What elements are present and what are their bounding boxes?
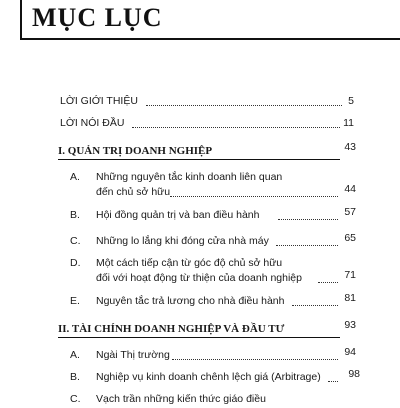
dot-leader (146, 104, 342, 106)
toc-entry-preface[interactable] (0, 116, 400, 132)
toc-entry-1d[interactable] (0, 256, 400, 288)
toc-entry-page: 57 (344, 206, 356, 218)
section-underline (58, 337, 340, 338)
toc-entry-page: 5 (348, 95, 354, 107)
toc-entry-label-cont: đến chủ sở hữu (96, 186, 171, 198)
toc-entry-page: 94 (344, 346, 356, 358)
item-letter: B. (70, 209, 80, 221)
toc-entry-page: 44 (344, 183, 356, 195)
section-underline (58, 159, 340, 160)
page-title: MỤC LỤC (32, 3, 163, 32)
toc-entry-2a[interactable] (0, 348, 400, 364)
toc-entry-1b[interactable] (0, 208, 400, 224)
dot-leader (292, 304, 338, 306)
toc-entry-1c[interactable] (0, 234, 400, 250)
item-letter: B. (70, 371, 80, 383)
toc-section-2[interactable] (0, 319, 400, 338)
toc-entry-label: Những nguyên tắc kinh doanh liên quan (96, 171, 283, 183)
item-letter: C. (70, 235, 81, 247)
item-letter: E. (70, 295, 80, 307)
item-letter: A. (70, 349, 80, 361)
dot-leader (132, 126, 340, 128)
toc-entry-2c[interactable] (0, 392, 400, 408)
toc-entry-page: 65 (344, 232, 356, 244)
toc-entry-1a[interactable] (0, 170, 400, 202)
dot-leader (172, 358, 338, 360)
toc-entry-page: 93 (344, 319, 356, 331)
dot-leader (276, 244, 338, 246)
toc-entry-label: LỜI NÓI ĐẦU (60, 117, 125, 129)
dot-leader (170, 195, 338, 197)
section-heading: I. QUẢN TRỊ DOANH NGHIỆP (58, 145, 213, 157)
item-letter: D. (70, 257, 81, 269)
toc-entry-label: Vạch trần những kiến thức giáo điều (96, 393, 266, 405)
toc-entry-2b[interactable] (0, 370, 400, 386)
toc-entry-label: Một cách tiếp cận từ góc độ chủ sở hữu (96, 257, 283, 269)
toc-entry-label: Những lo lắng khi đóng cửa nhà máy (96, 235, 269, 247)
item-letter: A. (70, 171, 80, 183)
toc-entry-page: 43 (344, 141, 356, 153)
toc-entry-introduction[interactable] (0, 94, 400, 110)
section-heading: II. TÀI CHÍNH DOANH NGHIỆP VÀ ĐẦU TƯ (58, 323, 285, 335)
toc-entry-label: Hội đồng quản trị và ban điều hành (96, 209, 260, 221)
toc-entry-page: 81 (344, 292, 356, 304)
toc-entry-label: Ngài Thị trường (96, 349, 170, 361)
toc-section-1[interactable] (0, 141, 400, 160)
dot-leader (278, 218, 338, 220)
toc-entry-1e[interactable] (0, 294, 400, 310)
toc-entry-label: Nguyên tắc trả lương cho nhà điều hành (96, 295, 285, 307)
toc-entry-page: 98 (348, 368, 360, 380)
dot-leader (328, 380, 338, 382)
toc-entry-label: LỜI GIỚI THIỆU (60, 95, 138, 107)
dot-leader (318, 281, 338, 283)
toc-entry-page: 11 (343, 117, 354, 129)
toc-entry-page: 71 (344, 269, 356, 281)
toc-entry-label-cont: đối với hoạt động từ thiện của doanh nghiệp (96, 272, 302, 284)
toc-entry-label: Nghiệp vụ kinh doanh chênh lệch giá (Arbitrage) (96, 371, 321, 383)
item-letter: C. (70, 393, 81, 405)
